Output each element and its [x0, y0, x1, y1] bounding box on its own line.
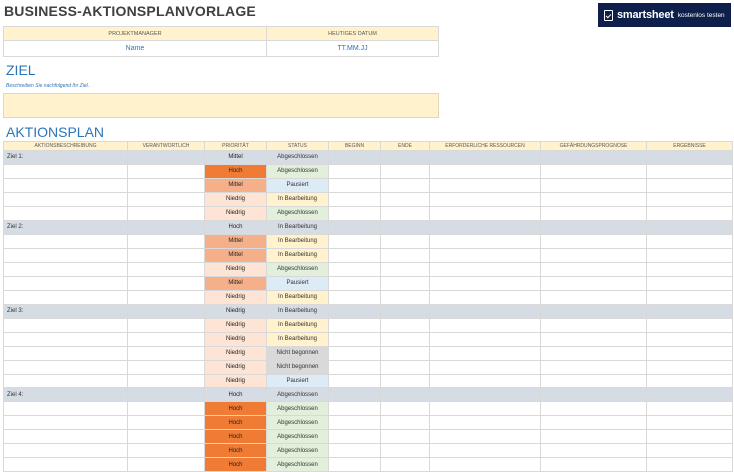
status-cell[interactable]: Nicht begonnen: [267, 346, 329, 360]
table-cell[interactable]: [381, 192, 430, 206]
table-cell[interactable]: [647, 388, 733, 402]
goal-input[interactable]: [3, 93, 439, 118]
table-cell[interactable]: [381, 402, 430, 416]
status-cell[interactable]: Pausiert: [267, 178, 329, 192]
action-description-cell[interactable]: Ziel 1:: [4, 151, 128, 165]
table-cell[interactable]: [329, 416, 381, 430]
table-cell[interactable]: [430, 444, 541, 458]
table-cell[interactable]: [647, 290, 733, 304]
action-plan-table: [3, 141, 733, 472]
table-cell[interactable]: [541, 332, 647, 346]
status-cell[interactable]: Abgeschlossen: [267, 430, 329, 444]
column-header: STATUS: [267, 142, 329, 151]
table-cell[interactable]: [329, 374, 381, 388]
page-title: BUSINESS-AKTIONSPLANVORLAGE: [4, 3, 256, 19]
table-row: [4, 304, 733, 318]
table-cell[interactable]: [430, 234, 541, 248]
table-cell[interactable]: [128, 262, 205, 276]
table-row: [4, 276, 733, 290]
table-cell[interactable]: [381, 206, 430, 220]
table-cell[interactable]: [329, 458, 381, 472]
table-cell[interactable]: [541, 290, 647, 304]
table-cell[interactable]: [647, 262, 733, 276]
table-cell[interactable]: [430, 458, 541, 472]
priority-cell[interactable]: Hoch: [205, 444, 267, 458]
column-header: ENDE: [381, 142, 430, 151]
priority-cell[interactable]: Mittel: [205, 276, 267, 290]
table-cell[interactable]: [381, 360, 430, 374]
action-description-cell[interactable]: [4, 276, 128, 290]
priority-cell[interactable]: Niedrig: [205, 374, 267, 388]
priority-cell[interactable]: Niedrig: [205, 262, 267, 276]
table-cell[interactable]: [329, 234, 381, 248]
table-cell[interactable]: [329, 318, 381, 332]
table-cell[interactable]: [647, 402, 733, 416]
table-cell[interactable]: [647, 178, 733, 192]
table-cell[interactable]: [128, 374, 205, 388]
table-row: [4, 416, 733, 430]
table-cell[interactable]: [430, 332, 541, 346]
table-cell[interactable]: [647, 192, 733, 206]
action-description-cell[interactable]: [4, 402, 128, 416]
table-row: [4, 444, 733, 458]
table-cell[interactable]: [329, 346, 381, 360]
table-cell[interactable]: [381, 374, 430, 388]
column-header: AKTIONSBESCHREIBUNG: [4, 142, 128, 151]
table-cell[interactable]: [430, 206, 541, 220]
table-cell[interactable]: [329, 444, 381, 458]
table-cell[interactable]: [541, 262, 647, 276]
action-description-cell[interactable]: Ziel 4:: [4, 388, 128, 402]
status-cell[interactable]: In Bearbeitung: [267, 192, 329, 206]
priority-cell[interactable]: Hoch: [205, 416, 267, 430]
table-cell[interactable]: [647, 444, 733, 458]
table-cell[interactable]: [381, 332, 430, 346]
action-description-cell[interactable]: [4, 458, 128, 472]
table-cell[interactable]: [381, 178, 430, 192]
table-cell[interactable]: [541, 388, 647, 402]
priority-cell[interactable]: Niedrig: [205, 304, 267, 318]
table-cell[interactable]: [430, 276, 541, 290]
table-cell[interactable]: [381, 262, 430, 276]
status-cell[interactable]: Nicht begonnen: [267, 360, 329, 374]
table-cell[interactable]: [128, 430, 205, 444]
table-cell[interactable]: [541, 178, 647, 192]
table-cell[interactable]: [381, 276, 430, 290]
project-manager-field[interactable]: Name: [4, 41, 267, 57]
brand-cta: kostenlos testen: [677, 11, 725, 19]
table-cell[interactable]: [128, 290, 205, 304]
table-cell[interactable]: [430, 346, 541, 360]
action-description-cell[interactable]: [4, 290, 128, 304]
date-field[interactable]: TT.MM.JJ: [267, 41, 439, 57]
priority-cell[interactable]: Hoch: [205, 164, 267, 178]
priority-cell[interactable]: Mittel: [205, 234, 267, 248]
action-plan-heading: AKTIONSPLAN: [6, 124, 105, 140]
table-row: [4, 332, 733, 346]
table-row: [4, 402, 733, 416]
column-header: BEGINN: [329, 142, 381, 151]
table-cell[interactable]: [541, 402, 647, 416]
table-cell[interactable]: [329, 192, 381, 206]
priority-cell[interactable]: Hoch: [205, 388, 267, 402]
table-cell[interactable]: [647, 416, 733, 430]
action-description-cell[interactable]: [4, 444, 128, 458]
priority-cell[interactable]: Hoch: [205, 220, 267, 234]
table-cell[interactable]: [381, 234, 430, 248]
table-row: [4, 346, 733, 360]
table-cell[interactable]: [381, 290, 430, 304]
table-cell[interactable]: [128, 164, 205, 178]
table-cell[interactable]: [128, 360, 205, 374]
date-label: HEUTIGES DATUM: [267, 27, 439, 41]
table-cell[interactable]: [329, 290, 381, 304]
priority-cell[interactable]: Niedrig: [205, 206, 267, 220]
table-cell[interactable]: [430, 262, 541, 276]
table-row: [4, 262, 733, 276]
table-cell[interactable]: [647, 346, 733, 360]
project-info-table: [3, 26, 439, 57]
table-cell[interactable]: [430, 178, 541, 192]
table-cell[interactable]: [647, 248, 733, 262]
priority-cell[interactable]: Niedrig: [205, 290, 267, 304]
status-cell[interactable]: Pausiert: [267, 276, 329, 290]
table-cell[interactable]: [647, 318, 733, 332]
table-cell[interactable]: [128, 304, 205, 318]
table-cell[interactable]: [541, 164, 647, 178]
priority-cell[interactable]: Niedrig: [205, 346, 267, 360]
status-cell[interactable]: Abgeschlossen: [267, 458, 329, 472]
action-description-cell[interactable]: [4, 374, 128, 388]
status-cell[interactable]: Abgeschlossen: [267, 388, 329, 402]
table-cell[interactable]: [541, 416, 647, 430]
status-cell[interactable]: In Bearbeitung: [267, 304, 329, 318]
table-cell[interactable]: [381, 164, 430, 178]
status-cell[interactable]: In Bearbeitung: [267, 318, 329, 332]
table-cell[interactable]: [381, 151, 430, 165]
table-cell[interactable]: [381, 220, 430, 234]
priority-cell[interactable]: Mittel: [205, 151, 267, 165]
table-row: [4, 290, 733, 304]
priority-cell[interactable]: Hoch: [205, 458, 267, 472]
status-cell[interactable]: Abgeschlossen: [267, 206, 329, 220]
goal-description: Beschreiben Sie nachfolgend Ihr Ziel.: [6, 83, 90, 89]
table-cell[interactable]: [647, 151, 733, 165]
table-row: [4, 458, 733, 472]
table-row: [4, 151, 733, 165]
action-description-cell[interactable]: [4, 332, 128, 346]
action-description-cell[interactable]: [4, 248, 128, 262]
action-description-cell[interactable]: [4, 318, 128, 332]
table-cell[interactable]: [430, 304, 541, 318]
priority-cell[interactable]: Mittel: [205, 248, 267, 262]
table-cell[interactable]: [647, 276, 733, 290]
table-cell[interactable]: [430, 388, 541, 402]
priority-cell[interactable]: Niedrig: [205, 360, 267, 374]
table-cell[interactable]: [647, 374, 733, 388]
priority-cell[interactable]: Niedrig: [205, 318, 267, 332]
table-cell[interactable]: [329, 276, 381, 290]
table-cell[interactable]: [128, 178, 205, 192]
action-description-cell[interactable]: [4, 360, 128, 374]
table-cell[interactable]: [329, 402, 381, 416]
table-cell[interactable]: [128, 416, 205, 430]
table-cell[interactable]: [430, 290, 541, 304]
action-description-cell[interactable]: Ziel 2:: [4, 220, 128, 234]
table-row: [4, 248, 733, 262]
action-description-cell[interactable]: [4, 416, 128, 430]
table-cell[interactable]: [430, 430, 541, 444]
table-cell[interactable]: [128, 458, 205, 472]
table-cell[interactable]: [381, 444, 430, 458]
table-row: [4, 388, 733, 402]
status-cell[interactable]: In Bearbeitung: [267, 234, 329, 248]
table-cell[interactable]: [128, 234, 205, 248]
table-cell[interactable]: [647, 360, 733, 374]
action-description-cell[interactable]: [4, 234, 128, 248]
action-description-cell[interactable]: Ziel 3:: [4, 304, 128, 318]
table-cell[interactable]: [329, 332, 381, 346]
table-cell[interactable]: [541, 360, 647, 374]
table-cell[interactable]: [329, 178, 381, 192]
table-row: [4, 164, 733, 178]
status-cell[interactable]: Abgeschlossen: [267, 416, 329, 430]
table-cell[interactable]: [329, 430, 381, 444]
table-cell[interactable]: [430, 402, 541, 416]
table-row: [4, 360, 733, 374]
table-row: [4, 178, 733, 192]
table-row: [4, 206, 733, 220]
goal-heading: ZIEL: [6, 62, 36, 78]
table-cell[interactable]: [381, 346, 430, 360]
priority-cell[interactable]: Hoch: [205, 402, 267, 416]
table-cell[interactable]: [329, 360, 381, 374]
action-description-cell[interactable]: [4, 262, 128, 276]
table-cell[interactable]: [430, 164, 541, 178]
table-cell[interactable]: [128, 444, 205, 458]
table-cell[interactable]: [430, 360, 541, 374]
table-cell[interactable]: [329, 206, 381, 220]
table-cell[interactable]: [128, 402, 205, 416]
table-cell[interactable]: [541, 276, 647, 290]
status-cell[interactable]: In Bearbeitung: [267, 220, 329, 234]
table-cell[interactable]: [541, 151, 647, 165]
table-row: [4, 318, 733, 332]
status-cell[interactable]: Abgeschlossen: [267, 164, 329, 178]
action-description-cell[interactable]: [4, 206, 128, 220]
column-header: PRIORITÄT: [205, 142, 267, 151]
table-cell[interactable]: [430, 192, 541, 206]
priority-cell[interactable]: Niedrig: [205, 192, 267, 206]
table-cell[interactable]: [541, 304, 647, 318]
table-cell[interactable]: [128, 151, 205, 165]
table-cell[interactable]: [430, 220, 541, 234]
table-cell[interactable]: [329, 151, 381, 165]
table-cell[interactable]: [430, 248, 541, 262]
status-cell[interactable]: Abgeschlossen: [267, 402, 329, 416]
table-cell[interactable]: [128, 318, 205, 332]
status-cell[interactable]: Abgeschlossen: [267, 444, 329, 458]
smartsheet-trial-button[interactable]: [598, 3, 731, 27]
priority-cell[interactable]: Mittel: [205, 178, 267, 192]
table-cell[interactable]: [128, 332, 205, 346]
action-description-cell[interactable]: [4, 346, 128, 360]
table-cell[interactable]: [128, 248, 205, 262]
table-cell[interactable]: [647, 430, 733, 444]
status-cell[interactable]: In Bearbeitung: [267, 332, 329, 346]
table-cell[interactable]: [647, 164, 733, 178]
table-cell[interactable]: [381, 304, 430, 318]
table-cell[interactable]: [541, 220, 647, 234]
table-cell[interactable]: [541, 206, 647, 220]
table-cell[interactable]: [541, 346, 647, 360]
table-cell[interactable]: [128, 346, 205, 360]
table-cell[interactable]: [128, 388, 205, 402]
table-cell[interactable]: [541, 458, 647, 472]
project-manager-label: PROJEKTMANAGER: [4, 27, 267, 41]
table-cell[interactable]: [128, 276, 205, 290]
table-cell[interactable]: [430, 318, 541, 332]
status-cell[interactable]: In Bearbeitung: [267, 290, 329, 304]
table-cell[interactable]: [128, 220, 205, 234]
table-cell[interactable]: [329, 262, 381, 276]
table-cell[interactable]: [541, 248, 647, 262]
table-cell[interactable]: [381, 416, 430, 430]
table-cell[interactable]: [541, 374, 647, 388]
status-cell[interactable]: Abgeschlossen: [267, 151, 329, 165]
table-cell[interactable]: [381, 248, 430, 262]
column-header: VERANTWORTLICH: [128, 142, 205, 151]
table-cell[interactable]: [541, 444, 647, 458]
action-description-cell[interactable]: [4, 430, 128, 444]
status-cell[interactable]: Pausiert: [267, 374, 329, 388]
table-cell[interactable]: [647, 220, 733, 234]
column-header: ERGEBNISSE: [647, 142, 733, 151]
status-cell[interactable]: In Bearbeitung: [267, 248, 329, 262]
action-description-cell[interactable]: [4, 192, 128, 206]
priority-cell[interactable]: Niedrig: [205, 332, 267, 346]
action-description-cell[interactable]: [4, 164, 128, 178]
table-cell[interactable]: [541, 430, 647, 444]
priority-cell[interactable]: Hoch: [205, 430, 267, 444]
table-cell[interactable]: [128, 192, 205, 206]
table-row: [4, 234, 733, 248]
status-cell[interactable]: Abgeschlossen: [267, 262, 329, 276]
table-cell[interactable]: [128, 206, 205, 220]
table-cell[interactable]: [541, 192, 647, 206]
table-cell[interactable]: [647, 304, 733, 318]
table-cell[interactable]: [647, 206, 733, 220]
action-description-cell[interactable]: [4, 178, 128, 192]
table-cell[interactable]: [430, 416, 541, 430]
table-row: [4, 220, 733, 234]
table-cell[interactable]: [430, 374, 541, 388]
table-cell[interactable]: [329, 248, 381, 262]
table-cell[interactable]: [430, 151, 541, 165]
table-cell[interactable]: [329, 304, 381, 318]
table-cell[interactable]: [647, 458, 733, 472]
brand-name: smartsheet: [617, 9, 674, 21]
table-cell[interactable]: [381, 318, 430, 332]
table-cell[interactable]: [647, 234, 733, 248]
column-header: ERFORDERLICHE RESSOURCEN: [430, 142, 541, 151]
table-cell[interactable]: [541, 318, 647, 332]
table-cell[interactable]: [541, 234, 647, 248]
table-cell[interactable]: [329, 164, 381, 178]
table-row: [4, 430, 733, 444]
table-row: [4, 374, 733, 388]
table-cell[interactable]: [381, 430, 430, 444]
column-header: GEFÄHRDUNGSPROGNOSE: [541, 142, 647, 151]
table-cell[interactable]: [381, 388, 430, 402]
table-cell[interactable]: [381, 458, 430, 472]
smartsheet-logo-icon: [604, 10, 613, 21]
table-row: [4, 192, 733, 206]
table-cell[interactable]: [647, 332, 733, 346]
table-cell[interactable]: [329, 388, 381, 402]
table-cell[interactable]: [329, 220, 381, 234]
